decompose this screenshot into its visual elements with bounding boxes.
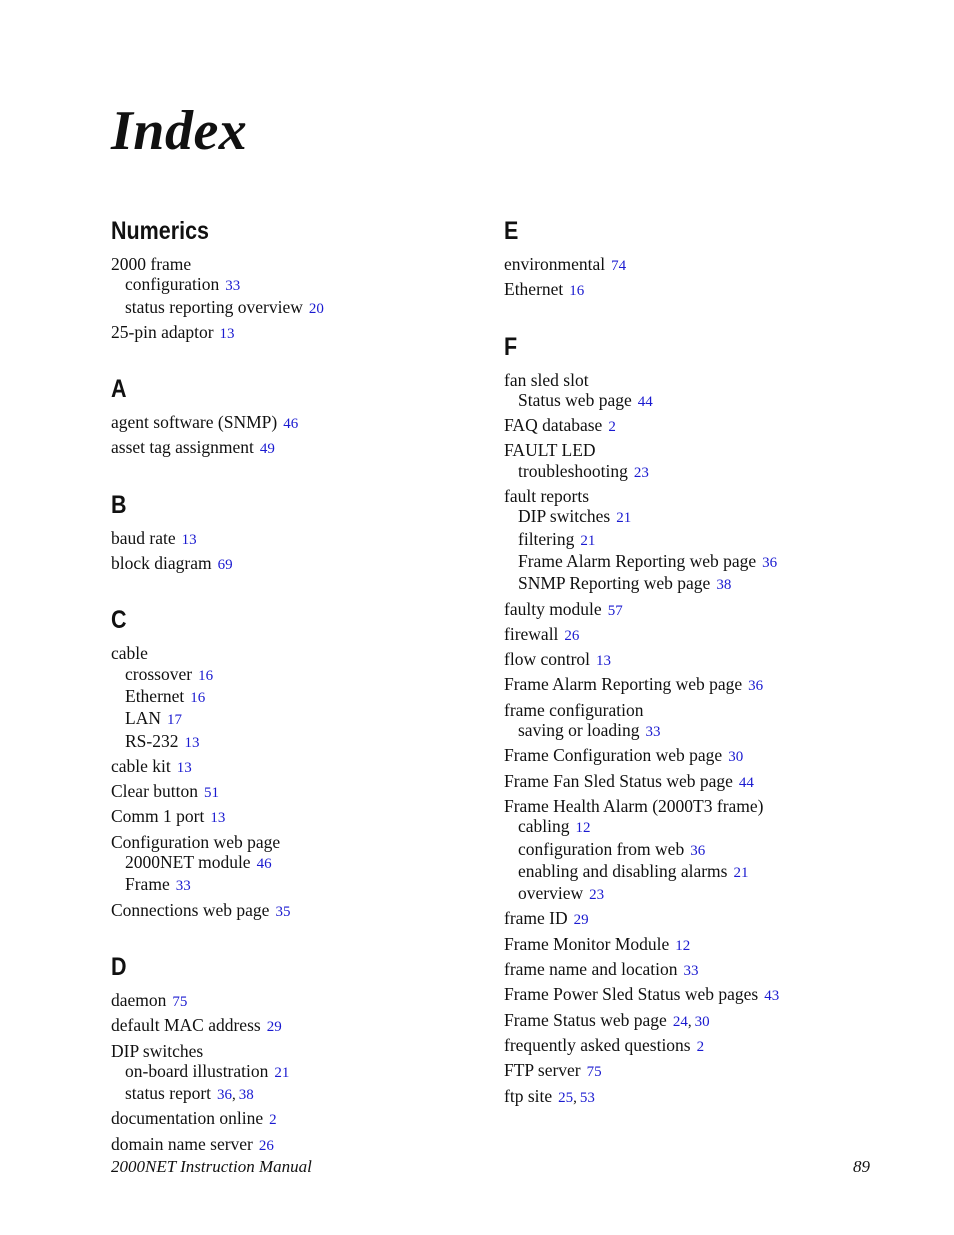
page-link[interactable]: 24 <box>672 1013 688 1030</box>
index-subterm: saving or loading <box>518 720 640 741</box>
index-term: firewall <box>504 623 559 644</box>
page-link[interactable]: 13 <box>210 810 226 827</box>
index-subterm: filtering <box>518 528 575 549</box>
index-term: frame name and location <box>504 959 678 980</box>
page-link[interactable]: 13 <box>176 759 192 776</box>
page-link[interactable]: 30 <box>694 1013 710 1030</box>
index-term: FAULT LED <box>504 440 596 461</box>
section-heading: C <box>111 606 127 635</box>
page-link[interactable]: 20 <box>308 300 324 317</box>
page-link[interactable]: 36 <box>690 842 706 859</box>
page-link[interactable]: 75 <box>172 993 188 1010</box>
index-entry <box>504 1035 924 1057</box>
index-term: frame configuration <box>504 699 644 720</box>
index-subentry <box>504 506 924 528</box>
index-subentry <box>111 297 481 319</box>
section-heading: A <box>111 375 127 404</box>
section-heading: Numerics <box>111 217 209 245</box>
page-link[interactable]: 17 <box>166 712 182 729</box>
index-section <box>111 950 481 1156</box>
page-link[interactable]: 44 <box>738 774 754 791</box>
footer-page-number: 89 <box>853 1157 870 1176</box>
index-section <box>504 330 924 1108</box>
index-entry-line <box>111 1015 481 1037</box>
index-entry <box>504 771 924 793</box>
page-link[interactable]: 35 <box>275 903 291 920</box>
index-subterm: configuration <box>125 274 220 295</box>
index-subentry <box>504 839 924 861</box>
index-term: fan sled slot <box>504 369 589 390</box>
index-subterm: DIP switches <box>518 506 611 527</box>
index-entry-line <box>111 412 481 434</box>
index-term: environmental <box>504 254 606 274</box>
index-subentry <box>504 720 924 742</box>
index-term: Configuration web page <box>111 831 281 852</box>
index-entry <box>504 415 924 437</box>
page-link[interactable]: 12 <box>675 937 691 954</box>
page-link[interactable]: 49 <box>259 441 275 458</box>
index-term: default MAC address <box>111 1015 261 1036</box>
index-entry-line <box>504 415 924 437</box>
index-subterm: cabling <box>518 816 570 837</box>
index-entry-line <box>111 1041 481 1061</box>
page-link[interactable]: 30 <box>728 749 744 766</box>
page-link[interactable]: 26 <box>564 627 580 644</box>
index-entry-line <box>111 781 481 803</box>
index-term: FTP server <box>504 1060 581 1081</box>
page-link[interactable]: 74 <box>611 258 627 274</box>
page-link[interactable]: 21 <box>616 510 632 527</box>
index-entry-line <box>111 990 481 1012</box>
index-entry-line <box>504 984 924 1006</box>
index-entry-line <box>504 649 924 671</box>
index-subterm: RS-232 <box>125 730 179 751</box>
page-link[interactable]: 16 <box>190 689 206 706</box>
index-section <box>504 214 924 302</box>
page-link[interactable]: 36 <box>748 678 764 695</box>
page-link[interactable]: 21 <box>733 864 749 881</box>
index-entry-line <box>111 643 481 663</box>
page-link[interactable]: 2 <box>608 419 616 436</box>
index-term: Comm 1 port <box>111 806 205 827</box>
page-link[interactable]: 2 <box>696 1038 705 1055</box>
index-entry <box>504 934 924 956</box>
index-subentry <box>504 816 924 838</box>
page-link[interactable]: 75 <box>586 1064 602 1081</box>
index-entry <box>111 900 481 922</box>
page-link[interactable]: 51 <box>204 785 219 802</box>
page-link[interactable]: 53 <box>579 1089 595 1106</box>
index-term: cable kit <box>111 755 171 776</box>
index-entry <box>504 674 924 696</box>
index-entry-line <box>504 674 924 696</box>
page-link[interactable]: 33 <box>175 878 191 895</box>
index-term: fault reports <box>504 486 590 507</box>
index-section <box>111 603 481 922</box>
section-heading: F <box>504 332 518 361</box>
index-entry <box>111 322 481 344</box>
index-entry <box>504 649 924 671</box>
index-term: documentation online <box>111 1108 264 1129</box>
index-term: 2000 frame <box>111 254 192 274</box>
index-subentry <box>504 883 924 905</box>
index-entry-line <box>504 700 924 720</box>
index-term: domain name server <box>111 1133 253 1154</box>
page-link[interactable]: 25 <box>558 1089 574 1106</box>
index-section <box>111 214 481 344</box>
page-link[interactable]: 44 <box>637 393 653 410</box>
index-column-left <box>111 214 481 1184</box>
index-entry-line <box>504 254 924 276</box>
index-subentry <box>111 731 481 753</box>
index-subterm: troubleshooting <box>518 460 628 481</box>
index-entry <box>111 990 481 1012</box>
index-entry <box>111 254 481 319</box>
index-subterm: 2000NET module <box>125 852 251 873</box>
page-link[interactable]: 33 <box>683 963 699 980</box>
index-entry <box>504 486 924 595</box>
index-section <box>111 488 481 576</box>
index-column-right <box>504 214 924 1136</box>
index-term: flow control <box>504 649 591 670</box>
page-link[interactable]: 13 <box>184 734 200 751</box>
index-entry-line <box>504 1086 924 1108</box>
index-entry <box>504 1010 924 1032</box>
index-entry-line <box>504 796 924 816</box>
index-subentry <box>504 551 924 573</box>
page-link[interactable]: 38 <box>238 1087 254 1104</box>
page-separator: , <box>232 1087 236 1104</box>
index-entry-line <box>111 900 481 922</box>
index-entry-line <box>111 832 481 852</box>
index-entry-line <box>111 806 481 828</box>
index-subentry <box>111 686 481 708</box>
index-entry <box>504 370 924 413</box>
index-entry-line <box>504 440 924 460</box>
page-separator: , <box>573 1089 577 1106</box>
page-link[interactable]: 13 <box>596 653 612 670</box>
index-entry-line <box>111 756 481 778</box>
index-subterm: overview <box>518 883 584 904</box>
index-subterm: LAN <box>125 708 161 729</box>
index-entry <box>504 1086 924 1108</box>
page-link[interactable]: 13 <box>181 531 197 548</box>
index-term: Connections web page <box>111 899 270 920</box>
index-entry-line <box>111 1134 481 1156</box>
index-term: FAQ database <box>504 415 603 436</box>
index-term: DIP switches <box>111 1040 204 1061</box>
index-subentry <box>111 874 481 896</box>
index-entry <box>504 624 924 646</box>
index-entry <box>504 1060 924 1082</box>
index-entry <box>504 254 924 276</box>
index-entry <box>111 781 481 803</box>
page-link[interactable]: 2 <box>269 1112 277 1129</box>
index-entry-line <box>504 1060 924 1082</box>
index-entry-line <box>504 1010 924 1032</box>
index-subentry <box>504 861 924 883</box>
index-subentry <box>504 390 924 412</box>
index-entry-line <box>504 279 924 301</box>
section-heading: B <box>111 490 127 519</box>
index-entry <box>504 796 924 905</box>
index-term: Frame Fan Sled Status web page <box>504 770 733 791</box>
index-subentry <box>504 461 924 483</box>
page-link[interactable]: 38 <box>716 577 732 594</box>
index-entry-line <box>111 1108 481 1130</box>
index-entry <box>111 1041 481 1106</box>
page-link[interactable]: 16 <box>198 667 214 684</box>
index-entry-line <box>504 624 924 646</box>
index-subentry <box>504 573 924 595</box>
index-subterm: Frame <box>125 874 170 895</box>
page-link[interactable]: 33 <box>225 278 241 295</box>
index-subterm: Ethernet <box>125 685 185 706</box>
index-subentry <box>111 274 481 296</box>
page-link[interactable]: 46 <box>283 416 299 433</box>
index-subterm: Status web page <box>518 389 632 410</box>
page-link[interactable]: 16 <box>569 283 585 300</box>
index-entry <box>111 1134 481 1156</box>
index-term: agent software (SNMP) <box>111 412 278 433</box>
index-term: Frame Configuration web page <box>504 745 723 766</box>
index-entry-line <box>504 959 924 981</box>
index-term: Frame Monitor Module <box>504 933 670 954</box>
index-term: Clear button <box>111 781 198 802</box>
index-subterm: crossover <box>125 663 193 684</box>
index-entry <box>111 643 481 752</box>
index-term: Frame Alarm Reporting web page <box>504 674 743 695</box>
footer-manual-title: 2000NET Instruction Manual <box>111 1157 312 1176</box>
page-link[interactable]: 23 <box>589 887 605 904</box>
index-entry-line <box>504 486 924 506</box>
page-link[interactable]: 21 <box>274 1064 290 1081</box>
index-term: faulty module <box>504 598 602 619</box>
page-link[interactable]: 36 <box>762 554 778 571</box>
index-section <box>111 372 481 460</box>
section-heading: E <box>504 217 519 245</box>
index-entry-line <box>504 745 924 767</box>
section-heading: D <box>111 952 127 981</box>
index-term: baud rate <box>111 527 176 548</box>
index-subentry <box>111 664 481 686</box>
index-entry <box>111 528 481 550</box>
index-subentry <box>504 529 924 551</box>
index-entry <box>111 412 481 434</box>
index-entry-line <box>504 370 924 390</box>
index-entry <box>111 1108 481 1130</box>
page-link[interactable]: 29 <box>573 912 589 929</box>
page-link[interactable]: 23 <box>633 464 649 481</box>
index-entry-line <box>504 771 924 793</box>
index-entry <box>504 959 924 981</box>
index-term: Ethernet <box>504 279 564 300</box>
index-subterm: SNMP Reporting web page <box>518 573 711 594</box>
index-entry <box>504 745 924 767</box>
index-entry-line <box>111 553 481 575</box>
page-link[interactable]: 43 <box>764 988 780 1005</box>
index-term: daemon <box>111 989 167 1010</box>
index-subterm: enabling and disabling alarms <box>518 860 728 881</box>
index-subterm: on-board illustration <box>125 1060 269 1081</box>
index-entry-line <box>504 1035 924 1057</box>
page-link[interactable]: 36 <box>217 1087 233 1104</box>
index-entry-line <box>111 254 481 274</box>
index-term: frame ID <box>504 908 568 929</box>
page-link[interactable]: 29 <box>266 1019 282 1036</box>
index-entry <box>111 1015 481 1037</box>
page-link[interactable]: 26 <box>258 1137 274 1154</box>
index-entry <box>111 437 481 459</box>
index-subterm: status report <box>125 1083 212 1104</box>
index-entry-line <box>111 437 481 459</box>
index-entry <box>111 756 481 778</box>
index-entry <box>504 700 924 743</box>
index-term: Frame Power Sled Status web pages <box>504 984 759 1005</box>
index-term: Frame Status web page <box>504 1009 667 1030</box>
page-link[interactable]: 46 <box>256 856 272 873</box>
index-subterm: configuration from web <box>518 838 685 859</box>
page-link[interactable]: 69 <box>217 557 233 574</box>
index-entry <box>504 440 924 483</box>
index-term: 25-pin adaptor <box>111 321 214 342</box>
index-entry-line <box>504 934 924 956</box>
page-title: Index <box>111 100 248 162</box>
page-link[interactable]: 21 <box>580 532 596 549</box>
index-entry <box>504 599 924 621</box>
index-subentry <box>111 1061 481 1083</box>
index-entry <box>111 553 481 575</box>
index-term: cable <box>111 643 148 664</box>
page-link[interactable]: 12 <box>575 820 591 837</box>
page-link[interactable]: 33 <box>645 724 661 741</box>
index-term: asset tag assignment <box>111 437 254 458</box>
index-entry <box>504 984 924 1006</box>
index-entry-line <box>504 908 924 930</box>
index-term: ftp site <box>504 1085 553 1106</box>
index-entry-line <box>111 322 481 344</box>
index-entry <box>504 908 924 930</box>
index-subterm: Frame Alarm Reporting web page <box>518 550 757 571</box>
index-entry <box>504 279 924 301</box>
page-separator: , <box>687 1013 692 1030</box>
index-entry <box>111 806 481 828</box>
index-entry-line <box>111 528 481 550</box>
index-subterm: status reporting overview <box>125 296 303 317</box>
index-term: Frame Health Alarm (2000T3 frame) <box>504 795 764 816</box>
index-subentry <box>111 852 481 874</box>
index-term: block diagram <box>111 553 212 574</box>
page-link[interactable]: 57 <box>607 602 623 619</box>
index-entry-line <box>504 599 924 621</box>
index-subentry <box>111 708 481 730</box>
index-entry <box>111 832 481 897</box>
page-link[interactable]: 13 <box>219 325 235 342</box>
index-subentry <box>111 1083 481 1105</box>
index-term: frequently asked questions <box>504 1034 691 1055</box>
